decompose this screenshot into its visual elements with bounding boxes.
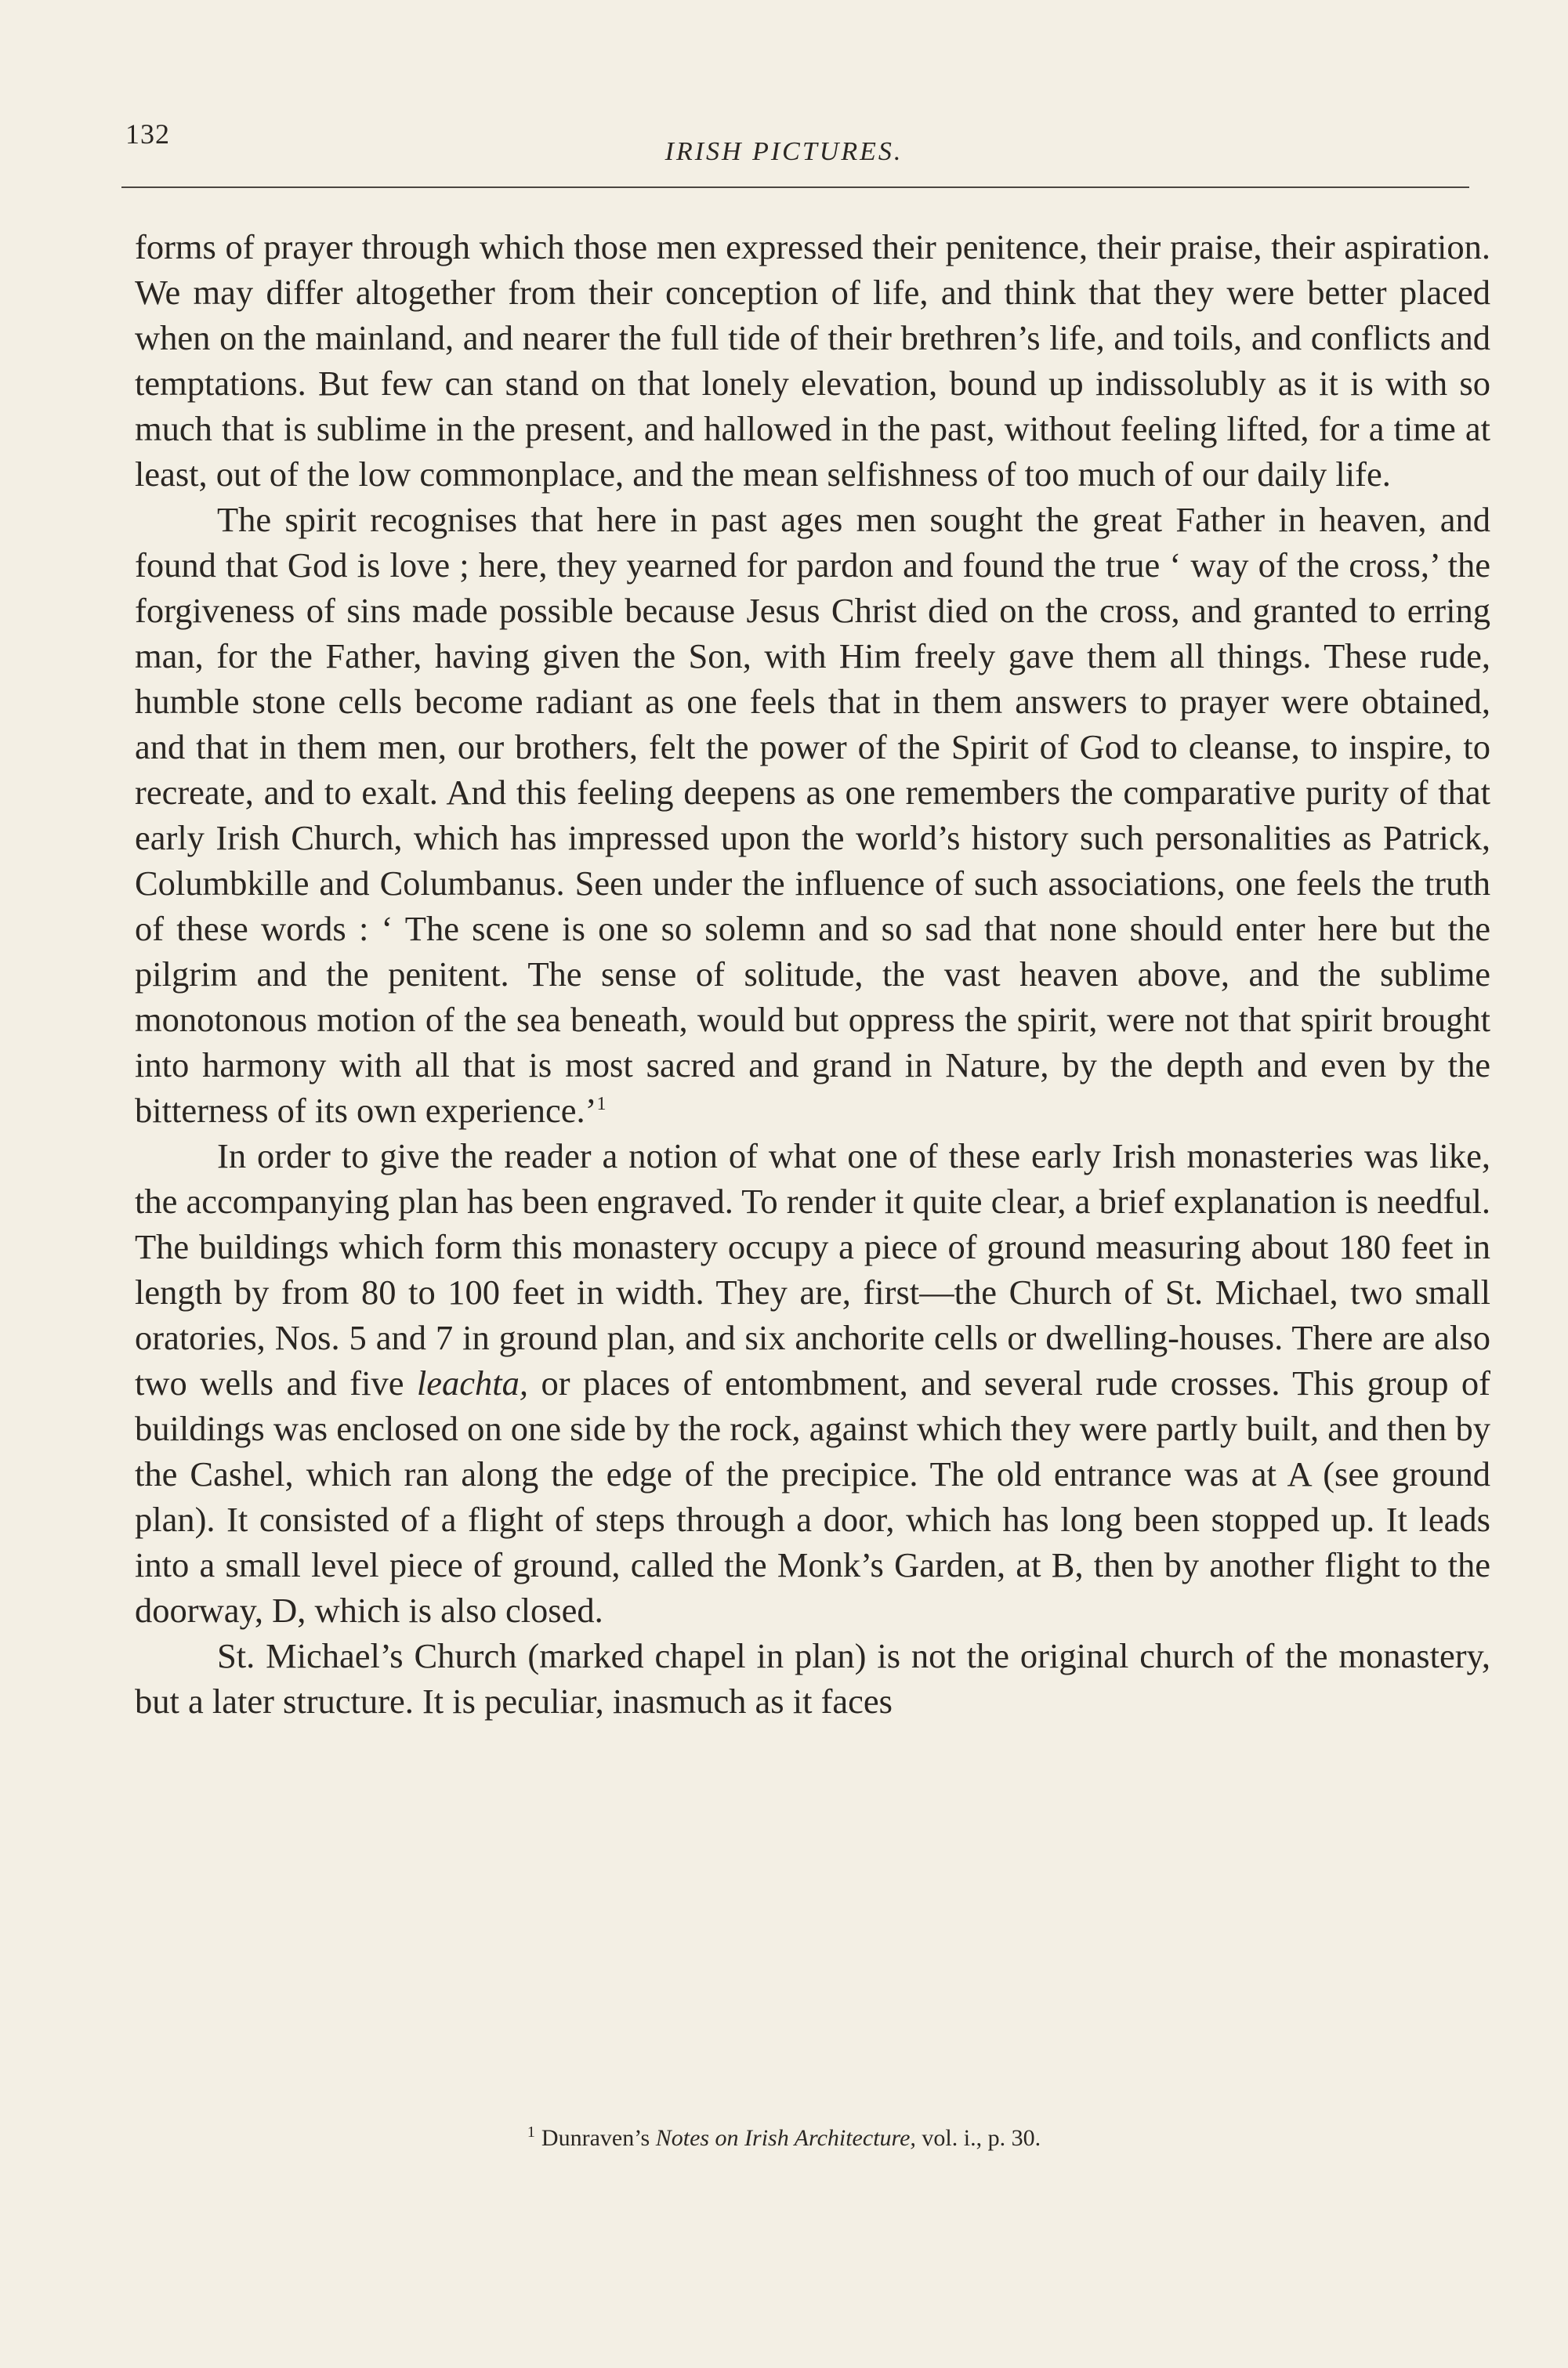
footnote-author: Dunraven’s [541, 2125, 650, 2151]
header-rule [121, 186, 1469, 188]
paragraph-3-italic-term: leachta, [416, 1363, 529, 1403]
footnote [0, 2125, 1568, 2152]
footnote-reference-text: vol. i., p. 30. [922, 2125, 1041, 2151]
paragraph-3 [135, 1133, 1490, 1633]
paragraph-2-text: The spirit recognises that here in past ages men sought the great Father in heaven, and found that God is love ; here, they yearned for pardon and found the true ‘ way of the cross,’ the forgiveness of sins made possible because Jesus Christ died on the cross, and granted to erring man, for the Father, having given the Son, with Him freely gave them all things. These rude, humble stone cells become radiant as one feels that in them answers to prayer were obtained, and that in them men, our brothers, felt the power of the Spirit of God to cleanse, to inspire, to recreate, and to exalt. And this feeling deepens as one remembers the comparative purity of that early Irish Church, which has impressed upon the world’s history such personalities as Patrick, Columbkille and Columbanus. Seen under the influence of such associations, one feels the truth of these words : ‘ The scene is one so solemn and so sad that none should enter here but the pilgrim and the penitent. The sense of solitude, the vast heaven above, and the sublime monotonous motion of the sea beneath, would but oppress the spirit, were not that spirit brought into harmony with all that is most sacred and grand in Nature, by the depth and even by the bitterness of its own experience.’ [135, 500, 1490, 1130]
footnote-title: Notes on Irish Architecture, [655, 2125, 916, 2151]
paragraph-2 [135, 497, 1490, 1133]
paragraph-1: forms of prayer through which those men expressed their penitence, their praise, their aspiration. We may differ altogether from their conception of life, and think that they were better placed when on the mainland, and nearer the full tide of their brethren’s life, and toils, and conflicts and temptations. But few can stand on that lonely elevation, bound up indissolubly as it is with so much that is sublime in the present, and hallowed in the past, without feeling lifted, for a time at least, out of the low commonplace, and the mean selfishness of too much of our daily life. [135, 227, 1490, 494]
page-number: 132 [125, 118, 170, 150]
footnote-reference: 1 [596, 1094, 607, 1115]
body-text [135, 224, 1490, 1724]
paragraph-4: St. Michael’s Church (marked chapel in plan) is not the original church of the monastery, but a later structure. It is peculiar, inasmuch as it faces [135, 1636, 1490, 1721]
running-title: IRISH PICTURES. [664, 137, 904, 166]
paragraph-3-text-start: In order to give the reader a notion of what one of these early Irish monasteries was like, the accompanying plan has been engraved. To render it quite clear, a brief explanation is needful. The buildings which form this monastery occupy a piece of ground measuring about 180 feet in length by from 80 to 100 feet in width. They are, first—the Church of St. Michael, two small oratories, Nos. 5 and 7 in ground plan, and six anchorite cells or dwelling-houses. There are also two wells and five [135, 1136, 1490, 1403]
paragraph-3-text-end: or places of entombment, and several rude crosses. This group of buildings was enclosed on one side by the rock, against which they were partly built, and then by the Cashel, which ran along the edge of the precipice. The old entrance was at A (see ground plan). It consisted of a flight of steps through a door, which has long been stopped up. It leads into a small level piece of ground, called the Monk’s Garden, at B, then by another flight to the doorway, D, which is also closed. [135, 1363, 1490, 1630]
footnote-number: 1 [527, 2124, 535, 2141]
